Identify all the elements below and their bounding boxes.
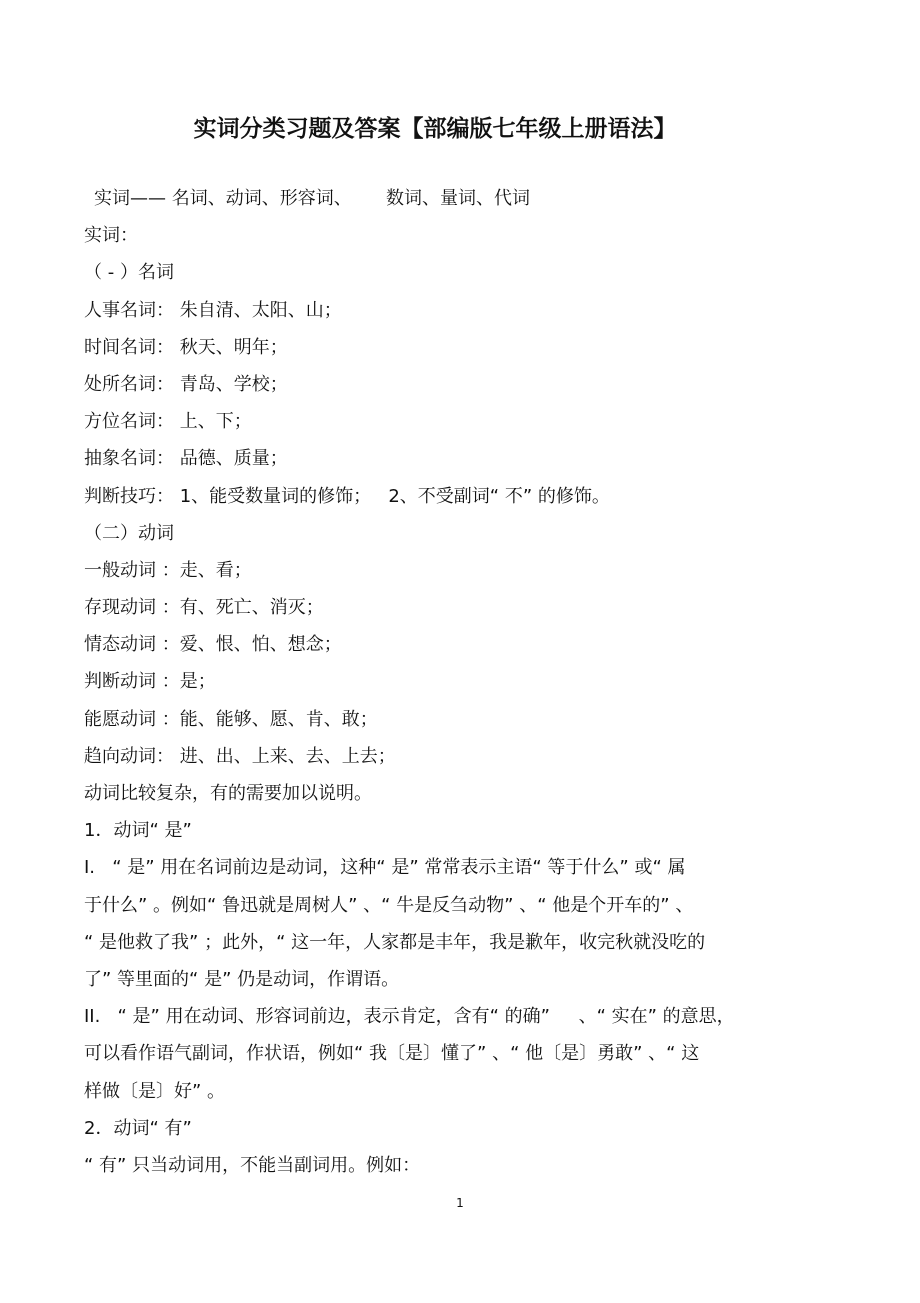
text-line: 方位名词： 上、下；	[84, 411, 252, 433]
text-line: 动词比较复杂，有的需要加以说明。	[84, 783, 372, 804]
text-line: 趋向动词： 进、出、上来、去、上去；	[84, 745, 396, 767]
text-line: 处所名词： 青岛、学校；	[84, 373, 288, 395]
document-body	[84, 180, 844, 1184]
subsection-heading: 2．动词“ 有”	[84, 1117, 192, 1139]
text-line: 一般动词 ：走、看；	[84, 559, 252, 581]
text-line: 判断动词 ：是；	[84, 671, 216, 693]
text-line: 样做〔是〕好” 。	[84, 1080, 226, 1102]
text-line: “ 是他救了我” ；此外，“ 这一年，人家都是丰年，我是歉年，收完秋就没吃的	[84, 931, 706, 953]
section-heading: （ - ）名词	[84, 262, 174, 284]
text-line: 实词：	[84, 225, 138, 247]
text-line: I. “ 是” 用在名词前边是动词，这种“ 是” 常常表示主语“ 等于什么” 或“ 属	[84, 857, 686, 879]
text-line: 可以看作语气副词，作状语，例如“ 我〔是〕懂了” 、“ 他〔是〕勇敢” 、“ 这	[84, 1043, 700, 1065]
text-line: 人事名词： 朱自清、太阳、山；	[84, 299, 342, 321]
text-line: 能愿动词 ：能、能够、愿、肯、敢；	[84, 708, 378, 730]
text-line: II. “ 是” 用在动词、形容词前边，表示肯定，含有“ 的确” 、“ 实在” 的意思，	[84, 1006, 735, 1028]
text-line: 于什么” 。例如“ 鲁迅就是周树人” 、“ 牛是反刍动物” 、“ 他是个开车的” 、	[84, 894, 694, 916]
text-line: 判断技巧： 1、能受数量词的修饰； 2、不受副词“ 不” 的修饰。	[84, 485, 610, 507]
document-title: 实词分类习题及答案【部编版七年级上册语法】	[193, 116, 677, 142]
section-heading: （二）动词	[84, 522, 174, 544]
text-line: 存现动词 ：有、死亡、消灭；	[84, 597, 324, 619]
subsection-heading: 1．动词“ 是”	[84, 820, 192, 842]
page-number: 1	[456, 1196, 464, 1210]
text-line: “ 有” 只当动词用，不能当副词用。例如：	[84, 1154, 421, 1176]
text-line: 情态动词 ：爱、恨、怕、想念；	[84, 634, 342, 656]
text-line: 时间名词： 秋天、明年；	[84, 336, 288, 358]
text-line: 抽象名词： 品德、质量；	[84, 448, 288, 470]
text-line: 了” 等里面的“ 是” 仍是动词，作谓语。	[84, 968, 400, 990]
text-line: 实词—— 名词、动词、形容词、 数词、量词、代词	[94, 188, 531, 209]
